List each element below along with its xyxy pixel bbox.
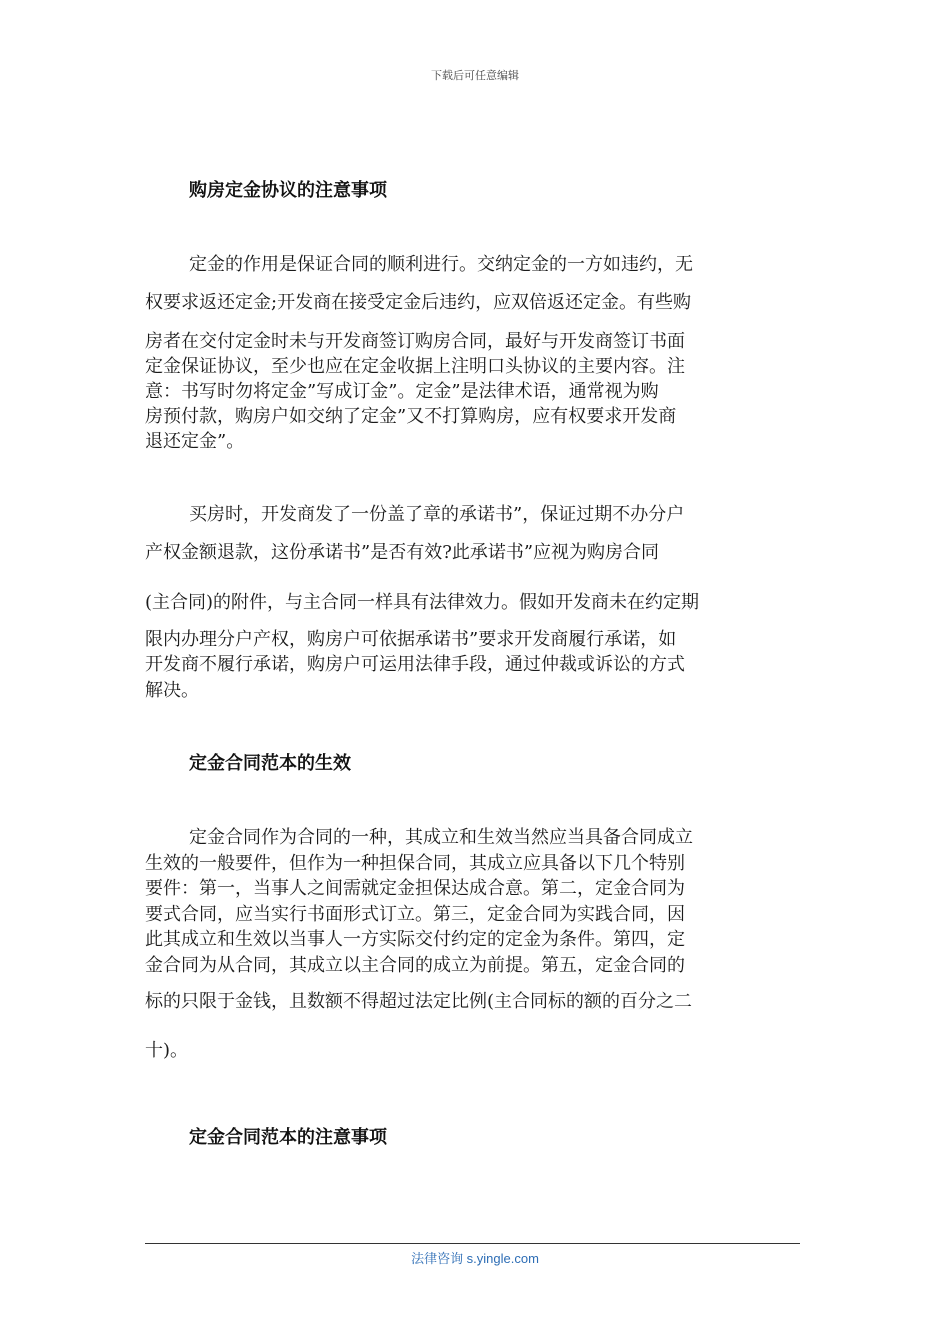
footer-link[interactable]: 法律咨询 s.yingle.com <box>411 1251 539 1266</box>
text-line: 房者在交付定金时未与开发商签订购房合同，最好与开发商签订书面 <box>145 331 685 352</box>
text-line: 金合同为从合同，其成立以主合同的成立为前提。第五，定金合同的 <box>145 955 685 976</box>
section-heading: 购房定金协议的注意事项 <box>189 180 387 201</box>
text-line: 退还定金”。 <box>145 431 245 452</box>
text-line: 定金的作用是保证合同的顺利进行。交纳定金的一方如违约，无 <box>189 254 693 275</box>
text-line: 解决。 <box>145 680 199 701</box>
text-line: 意：书写时勿将定金”写成订金”。定金”是法律术语，通常视为购 <box>145 381 659 402</box>
text-line: 此其成立和生效以当事人一方实际交付约定的定金为条件。第四，定 <box>145 929 685 950</box>
text-line: 权要求返还定金;开发商在接受定金后违约，应双倍返还定金。有些购 <box>145 292 692 313</box>
section-heading: 定金合同范本的生效 <box>189 753 351 774</box>
text-line: 房预付款，购房户如交纳了定金”又不打算购房，应有权要求开发商 <box>145 406 677 427</box>
section-heading: 定金合同范本的注意事项 <box>189 1127 387 1148</box>
text-line: 标的只限于金钱，且数额不得超过法定比例(主合同标的额的百分之二 <box>145 991 693 1012</box>
text-line: 限内办理分户产权，购房户可依据承诺书”要求开发商履行承诺，如 <box>145 629 677 650</box>
text-line: 要件：第一，当事人之间需就定金担保达成合意。第二，定金合同为 <box>145 878 685 899</box>
text-line: 生效的一般要件，但作为一种担保合同，其成立应具备以下几个特别 <box>145 853 685 874</box>
text-line: 买房时，开发商发了一份盖了章的承诺书”，保证过期不办分户 <box>189 504 685 525</box>
footer-divider <box>145 1243 800 1244</box>
text-line: 定金保证协议，至少也应在定金收据上注明口头协议的主要内容。注 <box>145 356 685 377</box>
text-line: 开发商不履行承诺，购房户可运用法律手段，通过仲裁或诉讼的方式 <box>145 654 685 675</box>
text-line: 十)。 <box>145 1040 189 1061</box>
text-line: 产权金额退款，这份承诺书”是否有效?此承诺书”应视为购房合同 <box>145 542 660 563</box>
text-line: 定金合同作为合同的一种，其成立和生效当然应当具备合同成立 <box>189 827 693 848</box>
text-line: 要式合同，应当实行书面形式订立。第三，定金合同为实践合同，因 <box>145 904 685 925</box>
header-note: 下载后可任意编辑 <box>431 69 519 82</box>
text-line: (主合同)的附件，与主合同一样具有法律效力。假如开发商未在约定期 <box>145 592 700 613</box>
